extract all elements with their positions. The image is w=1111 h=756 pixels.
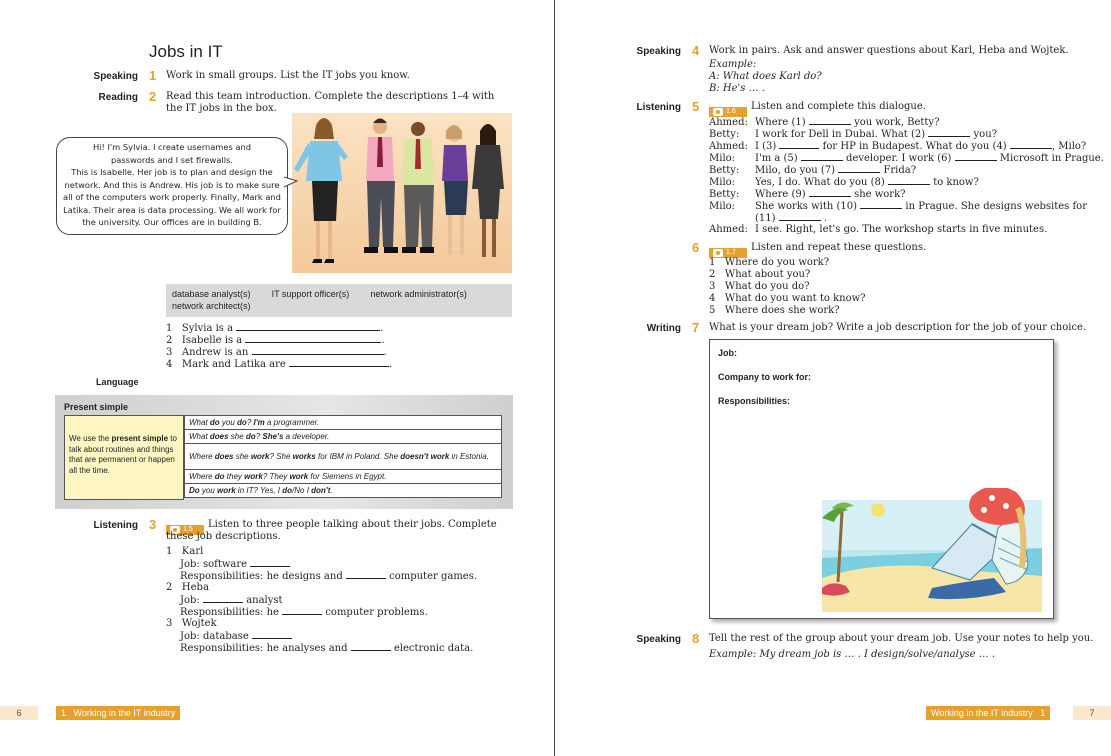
job-word: database analyst(s) <box>172 289 251 299</box>
resp-line: Responsibilities: he analyses and electronic data. <box>180 643 474 654</box>
exercise-number: 8 <box>692 631 700 646</box>
exercise-number: 4 <box>692 43 700 58</box>
bubble-line: Latika. Their area is data processing. We all work for <box>63 204 281 215</box>
answer-blank[interactable] <box>252 346 384 355</box>
question-item: 2 What about you? <box>709 269 811 280</box>
grammar-box <box>55 395 513 509</box>
page-number: 6 <box>0 706 38 720</box>
job-line: Job: analyst <box>180 595 283 606</box>
bubble-line: network. And this is Andrew. His job is to make sure <box>64 179 280 190</box>
section-label-reading: Reading <box>98 92 138 103</box>
resp-line: Responsibilities: he designs and computer games. <box>180 571 478 582</box>
cd-icon <box>713 108 723 116</box>
audio-track-button[interactable]: 1.7 <box>709 242 747 261</box>
language-label: Language <box>96 377 139 387</box>
bubble-tail <box>283 175 299 191</box>
unit-tag: 1 Working in the IT industry <box>56 706 180 720</box>
dialogue-line: Betty: I work for Dell in Dubai. What (2) you? <box>709 129 998 140</box>
bubble-line: This is Isabelle. Her job is to plan and design the <box>71 167 273 177</box>
audio-track-button[interactable]: 1.6 <box>709 101 747 120</box>
answer-blank[interactable] <box>928 128 970 137</box>
audio-track-button[interactable]: 1.5 <box>166 519 204 538</box>
section-label-speaking: Speaking <box>636 634 681 645</box>
bubble-line: Hi! I'm Sylvia. I create usernames and <box>92 142 252 152</box>
description-item: 1 Sylvia is a . <box>166 323 384 334</box>
section-label-speaking: Speaking <box>93 71 138 82</box>
answer-blank[interactable] <box>252 630 292 639</box>
section-label-speaking: Speaking <box>636 46 681 57</box>
dialogue-line: Milo: Yes, I do. What do you (8) to know? <box>709 177 979 188</box>
writing-box[interactable] <box>709 339 1054 619</box>
exercise-instruction: Listen and complete this dialogue. <box>751 101 926 112</box>
answer-blank[interactable] <box>282 606 322 615</box>
right-page <box>556 0 1111 756</box>
job-line: Job: software <box>180 558 290 571</box>
grammar-example: Do you work in IT? Yes, I do/No I don't. <box>185 484 502 498</box>
answer-blank[interactable] <box>1010 140 1052 149</box>
resp-line: Responsibilities: he computer problems. <box>180 607 428 618</box>
answer-blank[interactable] <box>809 116 851 125</box>
dialogue-line: Ahmed: Where (1) you work, Betty? <box>709 117 940 128</box>
grammar-example: What does she do? She's a developer. <box>185 430 502 444</box>
answer-blank[interactable] <box>289 358 389 367</box>
section-label-listening: Listening <box>636 102 681 113</box>
example-line: B: He's … . <box>709 83 765 94</box>
answer-blank[interactable] <box>809 188 851 197</box>
exercise-instruction: Listen to three people talking about their jobs. Complete these job descriptions. <box>166 519 497 542</box>
answer-blank[interactable] <box>860 200 902 209</box>
field-job-label: Job: <box>718 348 737 358</box>
team-illustration <box>292 113 512 273</box>
exercise-number: 6 <box>692 240 700 255</box>
field-company-label: Company to work for: <box>718 372 812 382</box>
exercise-number: 7 <box>692 320 700 335</box>
bubble-line: passwords and I set firewalls. <box>111 154 233 165</box>
answer-blank[interactable] <box>203 594 243 603</box>
person-name: 3 Wojtek <box>166 618 217 629</box>
exercise-instruction: Read this team introduction. Complete the descriptions 1–4 with the IT jobs in the box. <box>166 91 495 114</box>
page-number: 7 <box>1073 706 1111 720</box>
example-label: Example: <box>709 59 757 70</box>
dialogue-line: Ahmed: I (3) for HP in Budapest. What do you (4) , Milo? <box>709 141 1087 152</box>
exercise-number: 2 <box>149 89 157 104</box>
unit-tag: Working in the IT industry 1 <box>926 706 1050 720</box>
dialogue-line: Betty: Where (9) she work? <box>709 189 906 200</box>
description-item: 2 Isabelle is a . <box>166 335 385 346</box>
dialogue-line: (11) . <box>755 213 828 224</box>
answer-blank[interactable] <box>245 334 381 343</box>
bubble-line: the university. Our offices are in building B. <box>82 217 262 227</box>
job-line: Job: database <box>180 630 292 643</box>
grammar-title: Present simple <box>64 402 129 412</box>
bubble-line: all of the computers work properly. Finally, Mark and <box>63 192 281 202</box>
person-name: 2 Heba <box>166 582 209 593</box>
answer-blank[interactable] <box>955 152 997 161</box>
beach-laptop-illustration <box>822 488 1048 614</box>
grammar-example: Where do they work? They work for Siemens in Egypt. <box>185 470 502 484</box>
left-page <box>0 0 555 756</box>
cd-icon <box>713 249 723 257</box>
exercise-number: 1 <box>149 68 157 83</box>
field-responsibilities-label: Responsibilities: <box>718 396 791 406</box>
person-name: 1 Karl <box>166 546 204 557</box>
exercise-number: 5 <box>692 99 700 114</box>
question-item: 5 Where does she work? <box>709 305 840 316</box>
exercise-instruction: What is your dream job? Write a job description for the job of your choice. <box>709 322 1087 333</box>
answer-blank[interactable] <box>888 176 930 185</box>
grammar-example: Where does she work? She works for IBM in Poland. She doesn't work in Estonia. <box>185 444 502 470</box>
question-item: 3 What do you do? <box>709 281 810 292</box>
job-word: network architect(s) <box>172 301 251 311</box>
answer-blank[interactable] <box>250 558 290 567</box>
job-word-box <box>166 284 512 317</box>
answer-blank[interactable] <box>779 212 821 221</box>
example-line: Example: My dream job is … . I design/solve/analyse … . <box>709 649 996 660</box>
exercise-instruction: Tell the rest of the group about your dream job. Use your notes to help you. <box>709 633 1094 644</box>
answer-blank[interactable] <box>346 570 386 579</box>
exercise-instruction: Work in pairs. Ask and answer questions about Karl, Heba and Wojtek. <box>709 45 1069 56</box>
job-word: network administrator(s) <box>370 289 467 299</box>
job-word: IT support officer(s) <box>271 289 350 299</box>
exercise-number: 3 <box>149 517 157 532</box>
description-item: 4 Mark and Latika are . <box>166 359 393 370</box>
grammar-examples-table <box>184 415 502 498</box>
exercise-instruction: Work in small groups. List the IT jobs you know. <box>166 70 410 81</box>
section-label-listening: Listening <box>93 520 138 531</box>
grammar-explanation: We use the present simple to talk about routines and things that are permanent or happen all the time. <box>64 415 184 500</box>
grammar-example: What do you do? I'm a programmer. <box>185 416 502 430</box>
example-line: A: What does Karl do? <box>709 71 822 82</box>
answer-blank[interactable] <box>236 322 380 331</box>
dialogue-line: Milo: She works with (10) in Prague. She designs websites for <box>709 201 1087 212</box>
description-item: 3 Andrew is an . <box>166 347 387 358</box>
page-title: Jobs in IT <box>149 42 223 61</box>
section-label-writing: Writing <box>646 323 681 334</box>
question-item: 1 Where do you work? <box>709 257 830 268</box>
dialogue-line: Betty: Milo, do you (7) Frida? <box>709 165 917 176</box>
dialogue-line: Ahmed: I see. Right, let's go. The workshop starts in five minutes. <box>709 224 1048 235</box>
answer-blank[interactable] <box>838 164 880 173</box>
answer-blank[interactable] <box>351 642 391 651</box>
answer-blank[interactable] <box>779 140 819 149</box>
question-item: 4 What do you want to know? <box>709 293 866 304</box>
answer-blank[interactable] <box>801 152 843 161</box>
speech-bubble <box>56 137 288 235</box>
dialogue-line: Milo: I'm a (5) developer. I work (6) Microsoft in Prague. <box>709 153 1104 164</box>
exercise-instruction: Listen and repeat these questions. <box>751 242 927 253</box>
